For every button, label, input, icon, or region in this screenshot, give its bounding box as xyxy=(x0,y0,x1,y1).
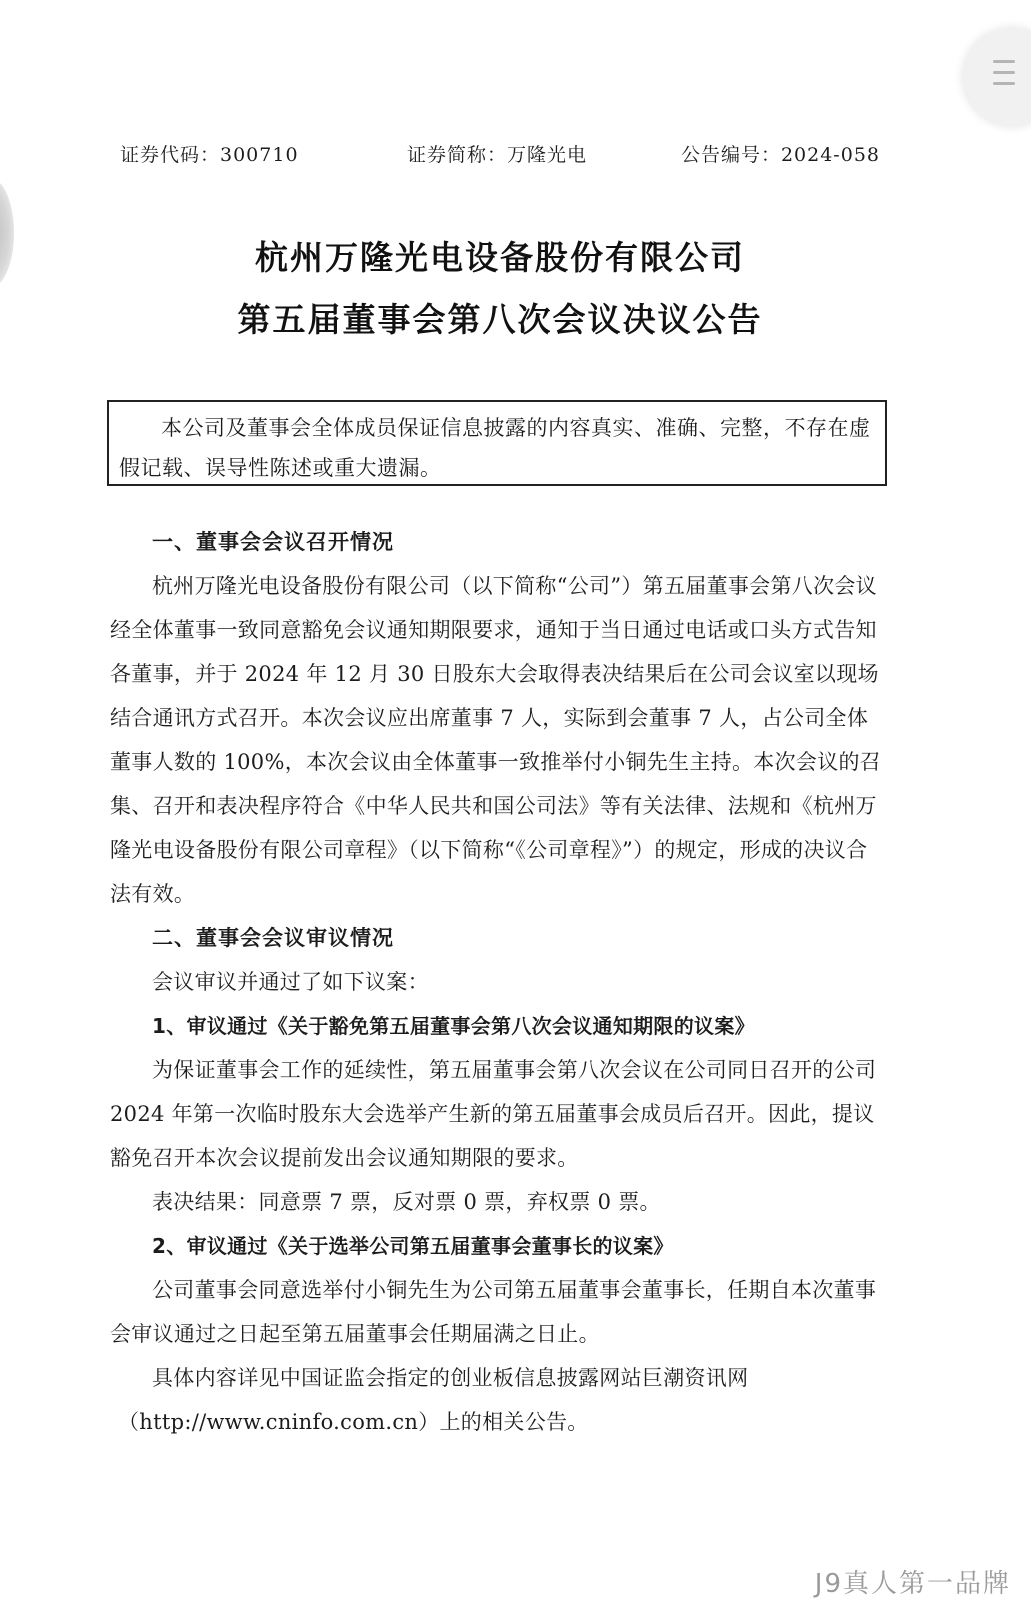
document-body xyxy=(110,520,888,1444)
watermark-text: J9真人第一品牌 xyxy=(814,1569,1011,1599)
item1-paragraph: 为保证董事会工作的延续性，第五届董事会第八次会议在公司同日召开的公司 2024 年第一次临时股东大会选举产生新的第五届董事会成员后召开。因此，提议豁免召开本次会议提前发出会议通知期限的要求。 xyxy=(110,1058,877,1170)
item1-heading: 1、审议通过《关于豁免第五届董事会第八次会议通知期限的议案》 xyxy=(152,1014,755,1038)
disclosure-statement: 本公司及董事会全体成员保证信息披露的内容真实、准确、完整，不存在虚假记载、误导性陈述或重大遗漏。 xyxy=(119,416,871,480)
section1-heading: 一、董事会会议召开情况 xyxy=(152,530,394,554)
stock-code: 证券代码：300710 xyxy=(120,144,299,166)
section2-intro: 会议审议并通过了如下议案： xyxy=(152,970,429,994)
stock-abbreviation: 证券简称：万隆光电 xyxy=(407,144,588,166)
item2-detail: 具体内容详见中国证监会指定的创业板信息披露网站巨潮资讯网 xyxy=(152,1366,749,1390)
company-title: 杭州万隆光电设备股份有限公司 xyxy=(255,238,745,277)
document-header xyxy=(120,140,880,170)
item1-vote-result: 表决结果：同意票 7 票，反对票 0 票，弃权票 0 票。 xyxy=(152,1190,661,1214)
floating-menu-button[interactable] xyxy=(963,28,1031,126)
item2-link-text: （http://www.cninfo.com.cn）上的相关公告。 xyxy=(118,1410,589,1434)
item2-heading: 2、审议通过《关于选举公司第五届董事会董事长的议案》 xyxy=(152,1234,674,1258)
disclosure-statement-box xyxy=(107,400,887,486)
notice-number: 公告编号：2024-058 xyxy=(680,144,880,166)
section1-paragraph: 杭州万隆光电设备股份有限公司（以下简称“公司”）第五届董事会第八次会议经全体董事一致同意豁免会议通知期限要求，通知于当日通过电话或口头方式告知各董事，并于 2024 年 12 月 30 日股东大会取得表决结果后在公司会议室以现场结合通讯方式召开。本次会议应出席董事 7 人，实际到会董事 7 人，占公司全体董事人数的 100%，本次会议由全体董事一致推举付小铜先生主持。本次会议的召集、召开和表决程序符合《中华人民共和国公司法》等有关法律、法规和《杭州万隆光电设备股份有限公司章程》（以下简称“《公司章程》”）的规定，形成的决议合法有效。 xyxy=(110,574,882,906)
notice-title: 第五届董事会第八次会议决议公告 xyxy=(237,300,763,339)
menu-icon xyxy=(993,60,1015,93)
section2-heading: 二、董事会会议审议情况 xyxy=(152,926,394,950)
item2-paragraph: 公司董事会同意选举付小铜先生为公司第五届董事会董事长，任期自本次董事会审议通过之日起至第五届董事会任期届满之日止。 xyxy=(110,1278,877,1346)
